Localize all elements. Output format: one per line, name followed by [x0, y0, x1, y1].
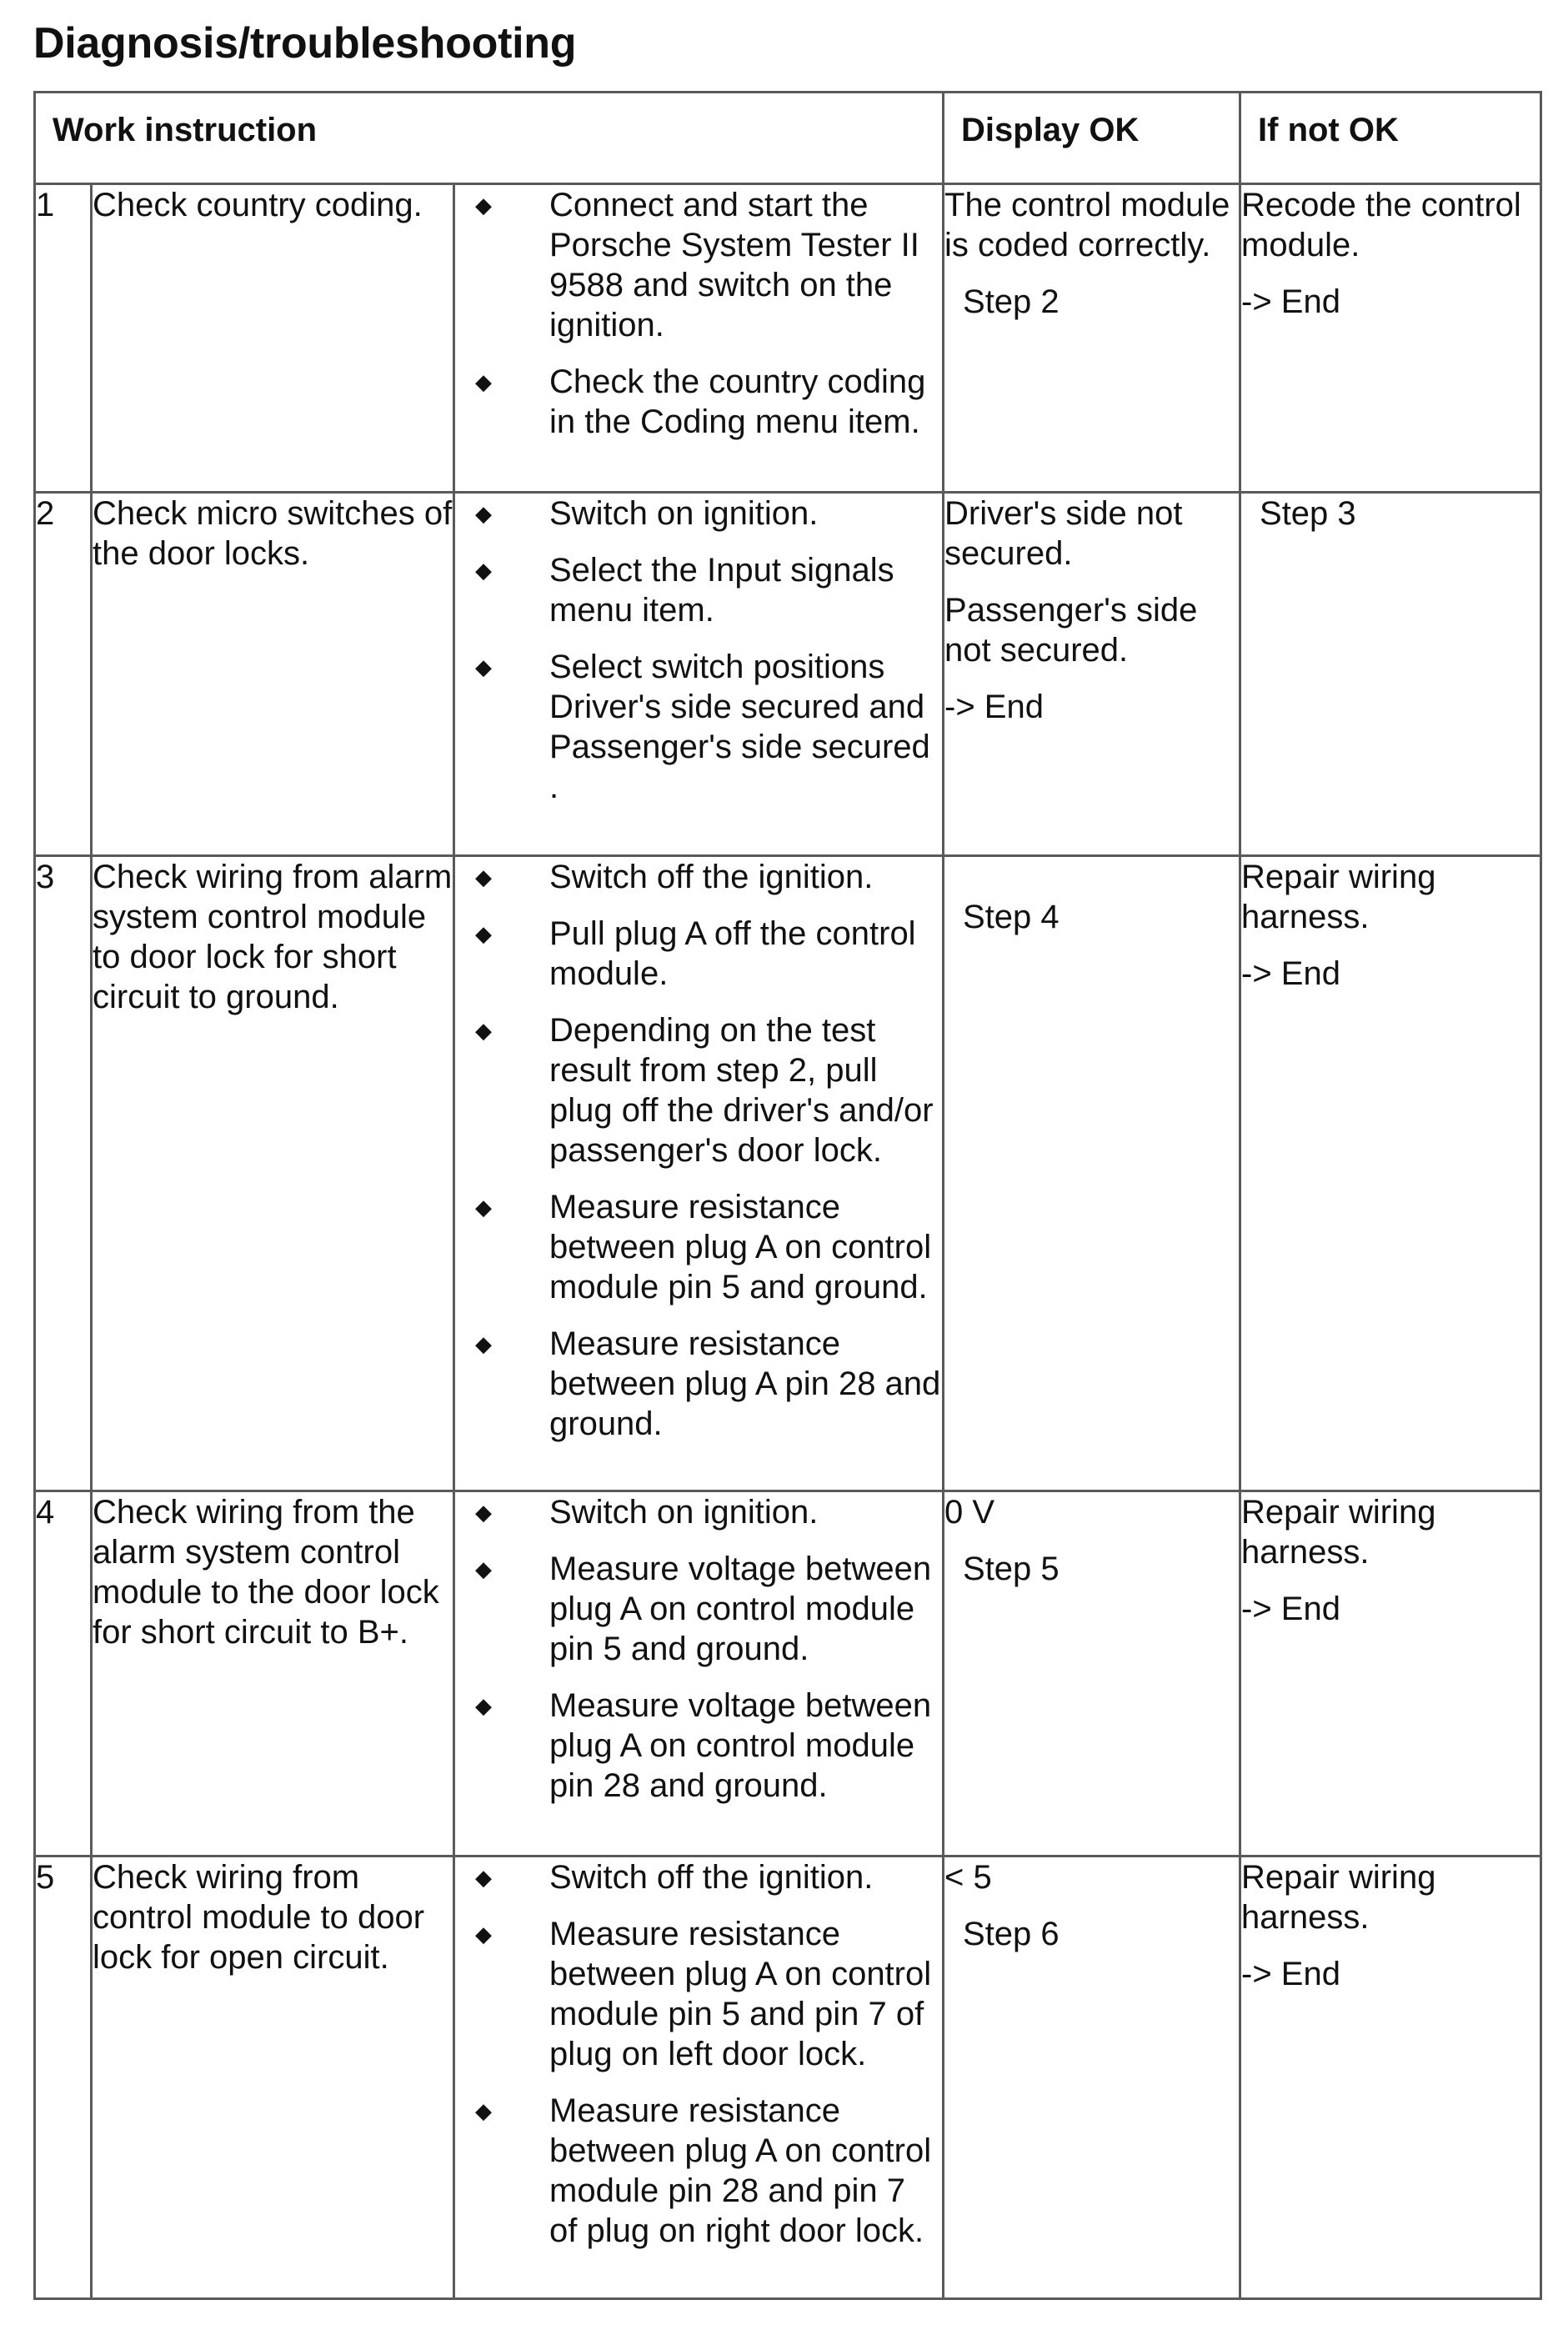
- not-ok-text: Repair wiring harness.: [1241, 1494, 1436, 1571]
- table-row: [35, 1856, 1541, 2299]
- list-item: ◆ Depending on the test result from step 2, pull plug off the driver's and/or passenger's door lock.: [475, 1012, 934, 1169]
- list-item: ◆ Measure voltage between plug A on control module pin 28 and ground.: [475, 1687, 932, 1804]
- check-description: Check micro switches of the door locks.: [92, 493, 454, 856]
- if-not-ok-cell: [1240, 1491, 1541, 1856]
- list-item: ◆ Select switch positions Driver's side secured and Passenger's side secured .: [475, 649, 930, 805]
- if-not-ok-cell: [1240, 856, 1541, 1491]
- ok-end: -> End: [944, 689, 1044, 725]
- diamond-bullet-icon: ◆: [475, 369, 492, 394]
- list-item: ◆ Measure resistance between plug A on control module pin 5 and pin 7 of plug on left door lock.: [475, 1916, 932, 2072]
- check-description: Check wiring from alarm system control module to door lock for short circuit to ground.: [92, 856, 454, 1491]
- step-number: 2: [35, 493, 92, 856]
- step-number: 1: [35, 184, 92, 493]
- diamond-bullet-icon: ◆: [475, 1018, 492, 1043]
- display-ok-cell: [944, 1856, 1240, 2299]
- diamond-bullet-icon: ◆: [475, 1195, 492, 1220]
- list-item: ◆ Select the Input signals menu item.: [475, 552, 894, 629]
- if-not-ok-cell: [1240, 1856, 1541, 2299]
- list-item: ◆ Switch off the ignition.: [475, 859, 874, 895]
- ok-next-step: Step 2: [963, 283, 1060, 320]
- diamond-bullet-icon: ◆: [475, 193, 492, 218]
- list-item: ◆ Measure voltage between plug A on control module pin 5 and ground.: [475, 1551, 932, 1667]
- check-description: Check country coding.: [92, 184, 454, 493]
- display-ok-cell: [944, 1491, 1240, 1856]
- list-item: ◆ Switch on ignition.: [475, 1494, 819, 1531]
- ok-text: The control module is coded correctly.: [944, 187, 1230, 263]
- diamond-bullet-icon: ◆: [475, 1331, 492, 1356]
- if-not-ok-cell: [1240, 184, 1541, 493]
- diamond-bullet-icon: ◆: [475, 654, 492, 679]
- step-number: 3: [35, 856, 92, 1491]
- not-ok-end: -> End: [1241, 1956, 1340, 1992]
- ok-value: < 5: [944, 1859, 992, 1896]
- step-number: 5: [35, 1856, 92, 2299]
- instruction-steps: [454, 1856, 944, 2299]
- not-ok-end: -> End: [1241, 283, 1340, 320]
- header-work-instruction: Work instruction: [35, 93, 944, 184]
- ok-text: Passenger's side not secured.: [944, 592, 1198, 669]
- ok-value: 0 V: [944, 1494, 995, 1531]
- not-ok-end: -> End: [1241, 1591, 1340, 1627]
- not-ok-text: Repair wiring harness.: [1241, 859, 1436, 935]
- ok-next-step: Step 4: [963, 899, 1060, 935]
- instruction-steps: [454, 493, 944, 856]
- ok-next-step: Step 5: [963, 1551, 1060, 1587]
- diamond-bullet-icon: ◆: [475, 558, 492, 583]
- diamond-bullet-icon: ◆: [475, 1922, 492, 1947]
- step-number: 4: [35, 1491, 92, 1856]
- list-item: ◆ Switch off the ignition.: [475, 1859, 874, 1896]
- diamond-bullet-icon: ◆: [475, 1865, 492, 1890]
- list-item: ◆ Connect and start the Porsche System Tester II 9588 and switch on the ignition.: [475, 187, 919, 343]
- diagnosis-table: [33, 91, 1542, 2300]
- instruction-steps: [454, 1491, 944, 1856]
- list-item: ◆ Check the country coding in the Coding menu item.: [475, 363, 926, 440]
- not-ok-next-step: Step 3: [1260, 495, 1356, 532]
- list-item: ◆ Switch on ignition.: [475, 495, 819, 532]
- display-ok-cell: [944, 493, 1240, 856]
- table-row: [35, 1491, 1541, 1856]
- diamond-bullet-icon: ◆: [475, 1500, 492, 1525]
- display-ok-cell: [944, 184, 1240, 493]
- list-item: ◆ Measure resistance between plug A on control module pin 5 and ground.: [475, 1189, 932, 1305]
- page-title: Diagnosis/troubleshooting: [33, 19, 577, 68]
- display-ok-cell: [944, 856, 1240, 1491]
- header-if-not-ok: If not OK: [1240, 93, 1541, 184]
- list-item: ◆ Measure resistance between plug A on control module pin 28 and pin 7 of plug on right door lock.: [475, 2092, 932, 2249]
- table-header-row: [35, 93, 1541, 184]
- diamond-bullet-icon: ◆: [475, 1693, 492, 1718]
- diamond-bullet-icon: ◆: [475, 921, 492, 946]
- ok-next-step: Step 6: [963, 1916, 1060, 1952]
- diamond-bullet-icon: ◆: [475, 1556, 492, 1581]
- table-row: [35, 493, 1541, 856]
- diamond-bullet-icon: ◆: [475, 501, 492, 526]
- ok-text: Driver's side not secured.: [944, 495, 1183, 572]
- table-row: [35, 856, 1541, 1491]
- instruction-steps: [454, 856, 944, 1491]
- check-description: Check wiring from the alarm system control module to the door lock for short circuit to B+.: [92, 1491, 454, 1856]
- not-ok-end: -> End: [1241, 955, 1340, 992]
- table-row: [35, 184, 1541, 493]
- diamond-bullet-icon: ◆: [475, 864, 492, 889]
- instruction-steps: [454, 184, 944, 493]
- not-ok-text: Recode the control module.: [1241, 187, 1521, 263]
- list-item: ◆ Pull plug A off the control module.: [475, 915, 916, 992]
- if-not-ok-cell: [1240, 493, 1541, 856]
- header-display-ok: Display OK: [944, 93, 1240, 184]
- diamond-bullet-icon: ◆: [475, 2098, 492, 2123]
- not-ok-text: Repair wiring harness.: [1241, 1859, 1436, 1936]
- list-item: ◆ Measure resistance between plug A pin 28 and ground.: [475, 1325, 941, 1442]
- check-description: Check wiring from control module to door lock for open circuit.: [92, 1856, 454, 2299]
